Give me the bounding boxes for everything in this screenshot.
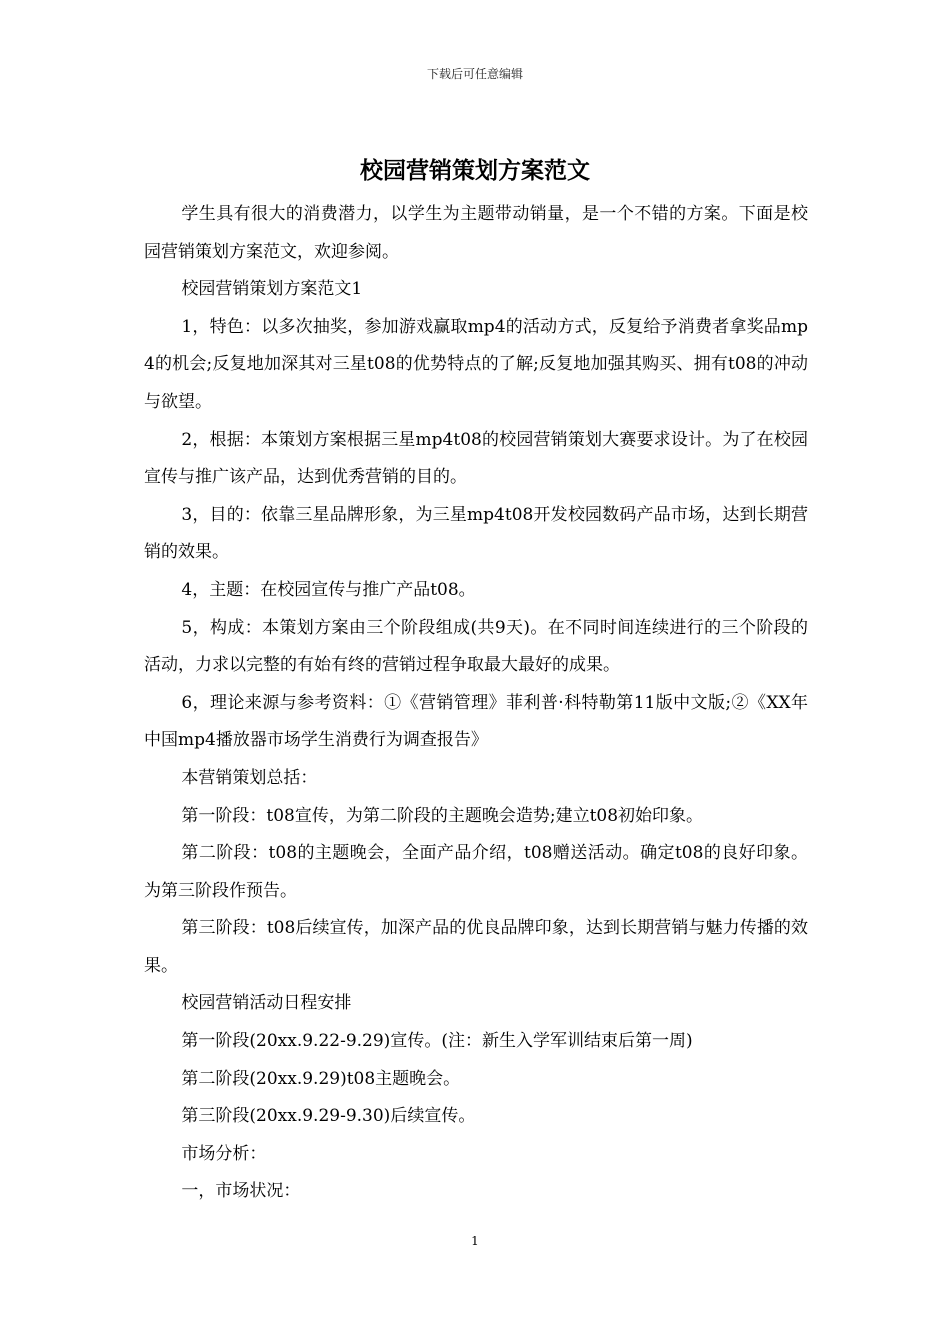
document-title: 校园营销策划方案范文 — [360, 157, 590, 184]
page-header: 下载后可任意编辑 — [426, 67, 523, 81]
paragraph-section-heading: 校园营销策划方案范文1 — [181, 279, 363, 300]
paragraph-market-status: 一，市场状况： — [181, 1181, 301, 1202]
paragraph-schedule-one: 第一阶段(20xx.9.22-9.29)宣传。(注：新生入学军训结束后第一周) — [181, 1031, 693, 1052]
paragraph-intro: 学生具有很大的消费潜力，以学生为主题带动销量，是一个不错的方案。下面是校园营销策划方案范文，欢迎参阅。 — [144, 204, 808, 262]
paragraph-theme: 4，主题：在校园宣传与推广产品t08。 — [181, 579, 476, 600]
page-number: 1 — [471, 1234, 479, 1248]
paragraph-market-analysis: 市场分析： — [181, 1143, 267, 1164]
paragraph-feature: 1，特色：以多次抽奖，参加游戏赢取mp4的活动方式，反复给予消费者拿奖品mp4的机会;反复地加深其对三星t08的优势特点的了解;反复地加强其购买、拥有t08的冲动与欲望。 — [144, 316, 808, 412]
paragraph-composition: 5，构成：本策划方案由三个阶段组成(共9天)。在不同时间连续进行的三个阶段的活动，力求以完整的有始有终的营销过程争取最大最好的成果。 — [144, 617, 808, 676]
paragraph-stage-two: 第二阶段：t08的主题晚会，全面产品介绍，t08赠送活动。确定t08的良好印象。为第三阶段作预告。 — [144, 843, 808, 901]
paragraph-purpose: 3，目的：依靠三星品牌形象，为三星mp4t08开发校园数码产品市场，达到长期营销的效果。 — [144, 504, 808, 563]
paragraph-summary-heading: 本营销策划总括： — [181, 767, 318, 788]
document-body — [144, 196, 808, 1211]
paragraph-stage-three: 第三阶段：t08后续宣传，加深产品的优良品牌印象，达到长期营销与魅力传播的效果。 — [144, 918, 808, 976]
paragraph-basis: 2，根据：本策划方案根据三星mp4t08的校园营销策划大赛要求设计。为了在校园宣传与推广该产品，达到优秀营销的目的。 — [144, 429, 808, 488]
paragraph-schedule-three: 第三阶段(20xx.9.29-9.30)后续宣传。 — [181, 1106, 476, 1127]
paragraph-schedule-two: 第二阶段(20xx.9.29)t08主题晚会。 — [181, 1068, 461, 1089]
paragraph-schedule-heading: 校园营销活动日程安排 — [181, 993, 352, 1014]
paragraph-stage-one: 第一阶段：t08宣传，为第二阶段的主题晚会造势;建立t08初始印象。 — [181, 805, 704, 826]
paragraph-references: 6，理论来源与参考资料：①《营销管理》菲利普·科特勒第11版中文版;②《XX年中国mp4播放器市场学生消费行为调查报告》 — [144, 692, 808, 751]
